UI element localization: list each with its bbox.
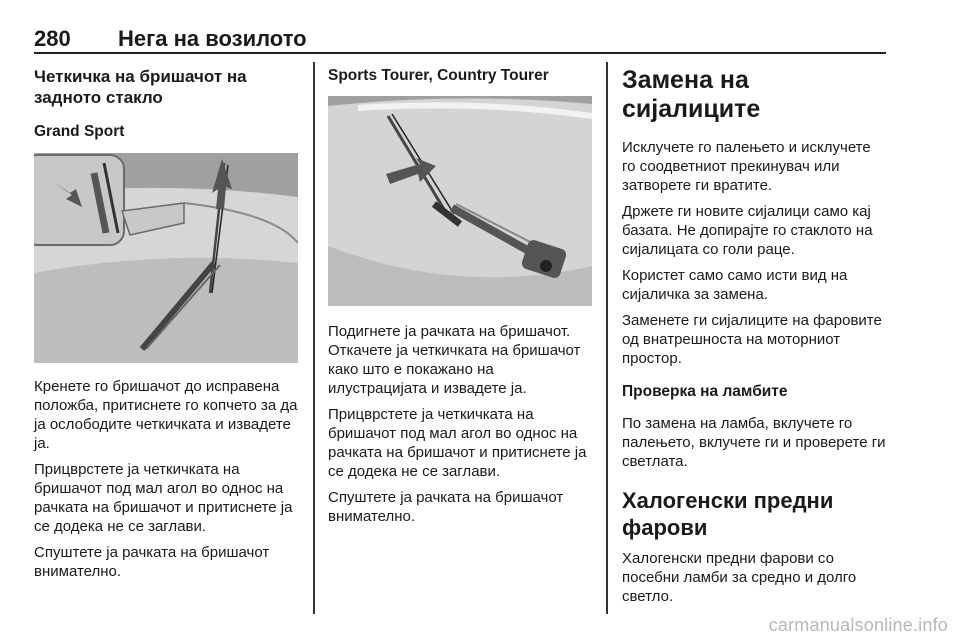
paragraph: Држете ги новите сијалици само кај базата. Не допирајте го стаклото на сијалицата со голи раце. [622, 203, 873, 258]
paragraph: Прицврстете ја четкичката на бришачот под мал агол во однос на рачката на бришачот и притиснете ја се додека не се заглави. [34, 461, 293, 535]
paragraph: Кренете го бришачот до исправена положба, притиснете го копчето за да ја ослободите четкичката и извадете ја. [34, 378, 298, 452]
paragraph: Исклучете го палењето и исклучете го соодветниот прекинувач или затворете ги вратите. [622, 139, 871, 194]
column-left [34, 66, 300, 581]
paragraph: Спуштете ја рачката на бришачот внимателно. [328, 489, 564, 525]
illustration-sports-tourer-wiper [328, 96, 592, 306]
subheading-lamp-check: Проверка на ламбите [622, 383, 788, 400]
watermark: carmanualsonline.info [768, 615, 948, 635]
paragraph: Спуштете ја рачката на бришачот внимателно. [34, 544, 270, 580]
column-middle [328, 66, 594, 526]
section-heading-bulb-replacement: Замена на сијалиците [622, 66, 761, 123]
page-header [34, 24, 886, 56]
paragraph: По замена на ламба, вклучете го палењето, вклучете ги и проверете ги светлата. [622, 415, 886, 470]
section-heading-halogen-headlights: Халогенски предни фарови [622, 488, 834, 540]
column-divider-2 [606, 62, 608, 614]
page-number: 280 [34, 26, 71, 51]
paragraph: Халогенски предни фарови со посебни ламби за средно и долго светло. [622, 550, 857, 605]
section-heading-rear-wiper: Четкичка на бришачот на задното стакло [34, 67, 247, 107]
subheading-grand-sport: Grand Sport [34, 123, 125, 140]
paragraph: Подигнете ја рачката на бришачот. Откачете ја четкичката на бришачот како што е покажано на илустрацијата и извадете ја. [328, 323, 581, 397]
subheading-sports-tourer: Sports Tourer, Country Tourer [328, 67, 549, 84]
header-rule [34, 52, 886, 54]
paragraph: Користет само само исти вид на сијаличка за замена. [622, 267, 848, 303]
paragraph: Прицврстете ја четкичката на бришачот под мал агол во однос на рачката на бришачот и притиснете ја се додека не се заглави. [328, 406, 587, 480]
column-right [622, 66, 888, 606]
column-divider-1 [313, 62, 315, 614]
illustration-grand-sport-wiper [34, 153, 298, 363]
paragraph: Заменете ги сијалиците на фаровите од внатрешноста на моторниот простор. [622, 312, 882, 367]
chapter-title: Нега на возилото [118, 26, 307, 51]
